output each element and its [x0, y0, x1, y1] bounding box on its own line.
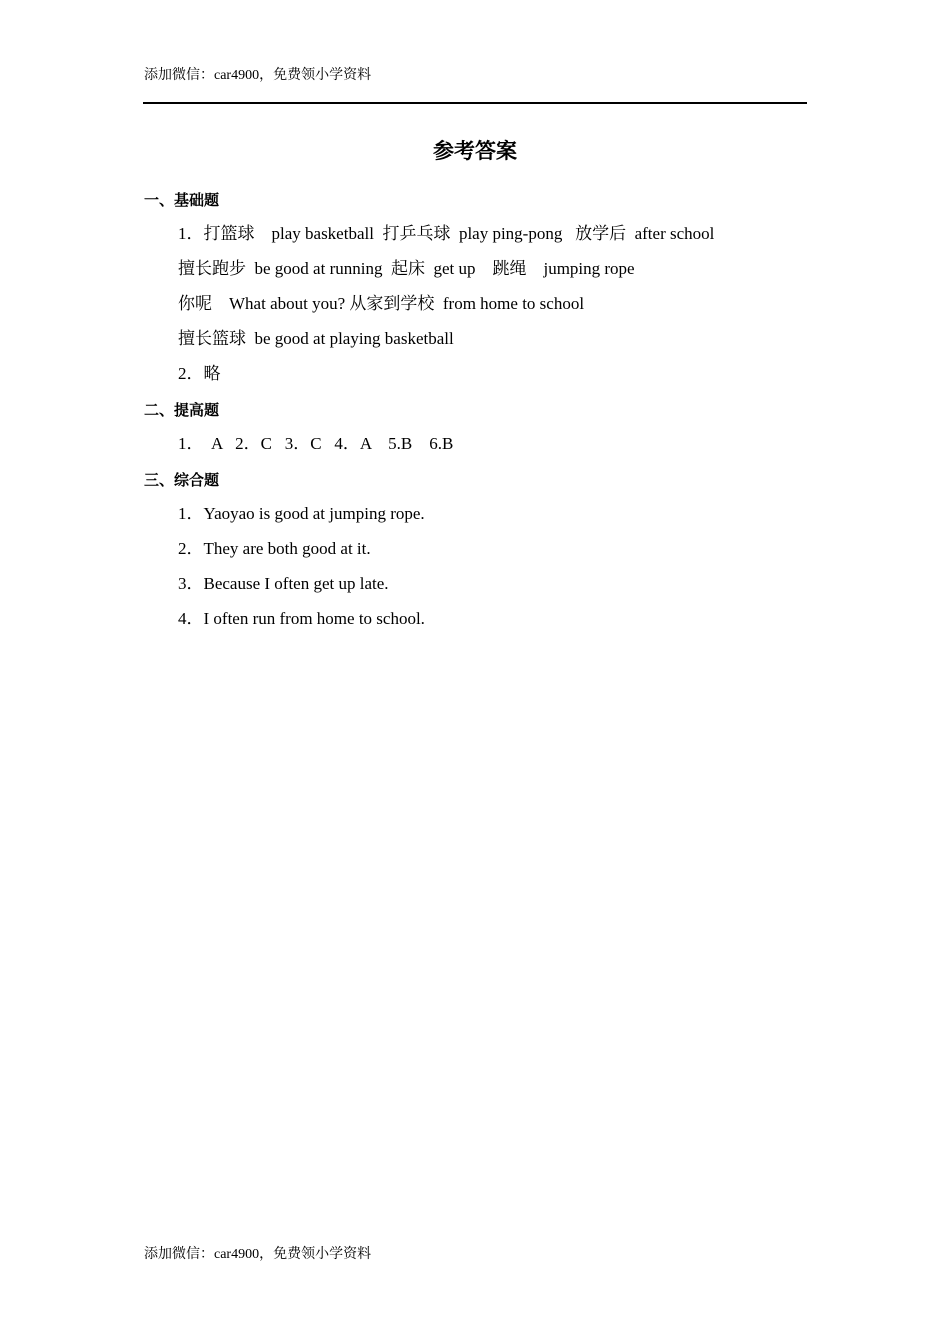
answer-line: 1．Yaoyao is good at jumping rope. [178, 504, 425, 523]
answer-line: 2．They are both good at it. [178, 539, 371, 558]
answer-line: 你呢 What about you? 从家到学校 from home to school [178, 294, 585, 313]
section-heading-basic: 一、基础题 [144, 191, 220, 209]
answer-line: 3．Because I often get up late. [178, 574, 389, 593]
header-divider [143, 102, 807, 104]
answer-line: 2．略 [178, 364, 221, 383]
answer-line: 1．打篮球 play basketball 打乒乓球 play ping-pong 放学后 after school [178, 224, 715, 243]
answer-line: 1． A 2．C 3．C 4．A 5.B 6.B [178, 434, 454, 453]
page-footer-note: 添加微信：car4900，免费领小学资料 [144, 1247, 372, 1262]
answer-line: 擅长跑步 be good at running 起床 get up 跳绳 jumping rope [178, 259, 635, 278]
section-heading-advanced: 二、提高题 [144, 401, 220, 419]
answer-line: 4．I often run from home to school. [178, 609, 425, 628]
page-title: 参考答案 [433, 139, 517, 163]
section-heading-comprehensive: 三、综合题 [144, 471, 220, 489]
page-header-note: 添加微信：car4900，免费领小学资料 [144, 68, 372, 83]
answer-line: 擅长篮球 be good at playing basketball [178, 329, 454, 348]
